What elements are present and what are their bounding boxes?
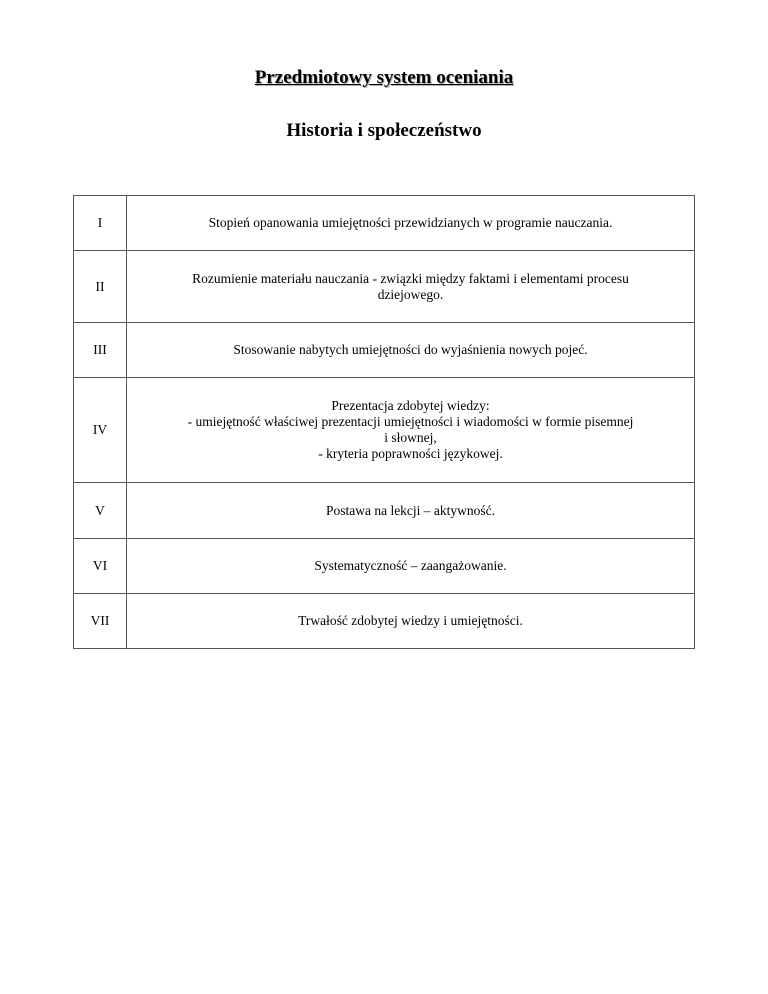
row-description [127, 483, 695, 539]
page-title: Przedmiotowy system oceniania [254, 67, 514, 88]
table-row [74, 323, 695, 378]
description-line: Prezentacja zdobytej wiedzy: [331, 398, 490, 413]
description-line: - umiejętność właściwej prezentacji umiejętności i wiadomości w formie pisemnej [187, 414, 634, 429]
table-row [74, 539, 695, 594]
table-row [74, 594, 695, 649]
page-subtitle: Historia i społeczeństwo [286, 120, 482, 141]
description-line: Stosowanie nabytych umiejętności do wyjaśnienia nowych pojeć. [233, 342, 588, 357]
row-number: I [74, 196, 127, 251]
row-description [127, 539, 695, 594]
row-number: II [74, 251, 127, 323]
row-number: III [74, 323, 127, 378]
description-line: - kryteria poprawności językowej. [318, 446, 503, 461]
row-number: IV [74, 378, 127, 483]
row-number: VII [74, 594, 127, 649]
table-row [74, 378, 695, 483]
description-line: Postawa na lekcji – aktywność. [325, 502, 496, 518]
description-line: Systematyczność – zaangażowanie. [314, 558, 507, 573]
table-row [74, 483, 695, 539]
row-description [127, 323, 695, 378]
row-number: VI [74, 539, 127, 594]
row-description [127, 251, 695, 323]
row-description [127, 378, 695, 483]
row-number: V [74, 483, 127, 539]
table-row [74, 251, 695, 323]
description-line: i słownej, [384, 430, 437, 445]
table-row [74, 196, 695, 251]
description-line: Trwałość zdobytej wiedzy i umiejętności. [298, 613, 523, 628]
row-description [127, 594, 695, 649]
description-line: Rozumienie materiału nauczania - związki między faktami i elementami procesu [192, 270, 629, 286]
description-line: Stopień opanowania umiejętności przewidzianych w programie nauczania. [208, 215, 613, 230]
description-line: dziejowego. [377, 286, 444, 302]
criteria-table [73, 195, 695, 649]
row-description [127, 196, 695, 251]
